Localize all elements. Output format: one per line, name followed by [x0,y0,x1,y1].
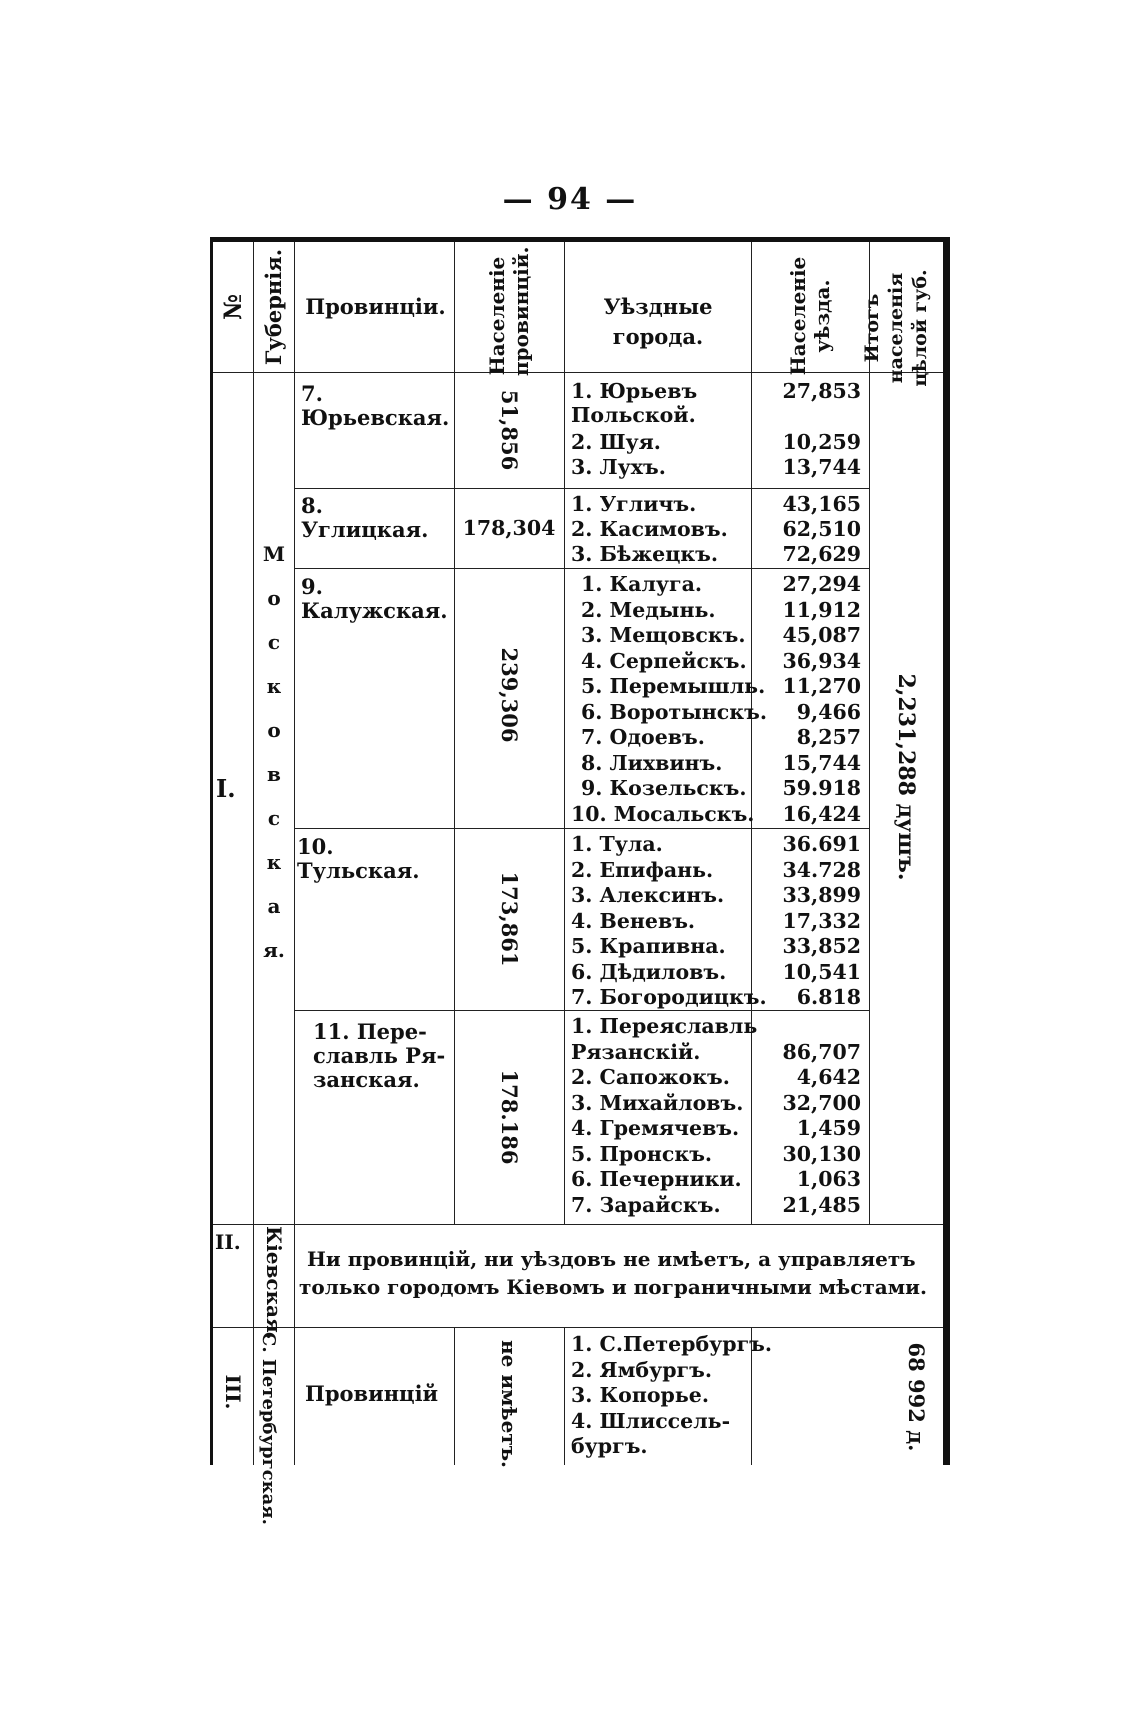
town-row: 2. Сапожокъ. [571,1065,730,1089]
town-row: 4. Веневъ. [571,908,696,933]
section-I-total: 2,231,288 душъ. [893,673,919,881]
province-9-name: 9. Калужская. [301,574,448,623]
province-11-name: 11. Пере- славль Ря- занская. [313,1019,446,1092]
section-II-gubernia: Кіевская. [262,1226,286,1340]
town-row: 7. Одоевъ. [581,725,705,749]
town-population: 36.691 [782,832,861,856]
town-population: 11,270 [782,674,861,698]
col-line-4 [564,242,565,1224]
row-line-9 [294,568,869,569]
section-III-province: Провинцій [305,1381,439,1406]
town-row: 3. Лухъ. [571,455,666,479]
province-10-name: 10. Тульская. [297,834,420,883]
town-population: 16,424 [782,801,861,826]
town-row: 9. Козельскъ. [581,776,747,800]
section-III-prov-population: не имѣетъ. [497,1340,521,1469]
town-population: 43,165 [782,492,861,516]
town-population: 1,063 [796,1167,861,1191]
town-population: 33,899 [782,883,861,907]
town-row: 2. Епифань. [571,857,714,882]
town-population: 21,485 [782,1192,861,1217]
col-line-4b [564,1327,565,1465]
town-population: 27,853 [782,379,861,403]
town-population: 34.728 [782,857,861,882]
province-9-population: 239,306 [497,647,522,743]
province-8-population: 178,304 [462,516,556,540]
town-row: 3. Бѣжецкъ. [571,542,719,566]
page-number: — 94 — [502,182,638,217]
town-row: 1. С.Петербургъ. [571,1332,773,1356]
col-line-3b [454,1327,455,1465]
row-line-8 [294,488,869,489]
header-num: № [218,293,247,321]
town-row: 2. Ямбургъ. [571,1357,712,1382]
town-row: 1. Калуга. [581,572,703,596]
town-population: 17,332 [782,908,861,933]
province-7-name: 7. Юрьевская. [301,381,450,430]
town-row: 10. Мосальскъ. [571,801,755,826]
town-population: 62,510 [782,517,861,541]
town-row: 7. Богородицкъ. [571,985,767,1009]
town-population: 8,257 [796,725,861,749]
town-row: бургъ. [571,1434,648,1458]
town-population: 4,642 [796,1065,861,1089]
gubernia-moskovskaya: М о с к о в с к а я. [262,542,286,962]
town-row: 7. Зарайскъ. [571,1192,721,1217]
col-line-2 [294,242,295,1465]
town-row: 1. Тула. [571,832,663,856]
town-row: 1. Угличъ. [571,492,697,516]
section-III-total: 68 992 д. [904,1342,929,1452]
header-uezd-population: Населеніе уѣзда. [786,256,834,376]
town-row: 5. Крапивна. [571,934,726,958]
town-population: 15,744 [782,750,861,775]
header-uezd-towns: Уѣздные города. [603,294,713,349]
town-population: 11,912 [782,597,861,622]
town-population: 27,294 [782,572,861,596]
header-gubernia: Губернія. [261,248,286,366]
town-row: 3. Мещовскъ. [581,623,746,647]
town-population: 59.918 [782,776,861,800]
town-population: 10,541 [782,959,861,984]
town-population: 36,934 [782,648,861,673]
town-row: 6. Дѣдиловъ. [571,959,727,984]
section-I-num: I. [216,774,236,803]
town-population: 9,466 [796,699,861,724]
town-row: 1. Переяславль Рязанскій. [571,1014,758,1064]
section-line-II [213,1224,943,1225]
section-III-gubernia: С. Петербургская. [258,1332,279,1525]
town-population: 30,130 [782,1141,861,1166]
section-III-num: III. [221,1374,245,1410]
row-line-10 [294,828,869,829]
town-row: 4. Шлиссель- [571,1408,731,1433]
town-row: 2. Касимовъ. [571,517,728,541]
town-population: 45,087 [782,623,861,647]
section-II-note: Ни провинцій, ни уѣздовъ не имѣетъ, а управляетъ только городомъ Кіевомъ и пограничными мѣстами. [299,1247,927,1299]
province-8-name: 8. Углицкая. [301,493,429,542]
province-10-population: 173,861 [497,871,522,967]
town-row: 1. Юрьевъ Польской. [571,379,698,427]
town-population: 86,707 [782,1039,861,1064]
header-provincii: Провинціи. [305,294,446,319]
town-row: 3. Алексинъ. [571,883,725,907]
col-line-3 [454,242,455,1224]
town-row: 3. Михайловъ. [571,1090,744,1115]
col-line-5 [751,242,752,1224]
town-row: 2. Медынь. [581,597,716,622]
town-population: 72,629 [782,542,861,566]
town-population: 33,852 [782,934,861,958]
town-population: 10,259 [782,430,861,454]
header-total: Итогъ населенія цѣлой губ. [861,269,931,387]
col-line-1 [253,242,254,1465]
town-row: 4. Серпейскъ. [581,648,747,673]
town-row: 6. Воротынскъ. [581,699,767,724]
town-row: 5. Перемышль. [581,674,766,698]
town-population: 32,700 [782,1090,861,1115]
col-line-6 [869,242,870,1224]
town-row: 8. Лихвинъ. [581,750,723,775]
town-row: 2. Шуя. [571,430,661,454]
town-row: 4. Гремячевъ. [571,1116,740,1140]
section-II-num: II. [215,1230,241,1254]
town-population: 6.818 [796,985,861,1009]
town-population: 13,744 [782,455,861,479]
town-row: 6. Печерники. [571,1167,742,1191]
section-line-III [213,1327,943,1328]
province-11-population: 178.186 [497,1069,522,1165]
town-row: 5. Пронскъ. [571,1141,713,1166]
town-row: 3. Копорье. [571,1383,709,1407]
population-table [210,237,950,1525]
town-population: 1,459 [796,1116,861,1140]
province-7-population: 51,856 [497,389,522,471]
header-prov-population: Населеніе провинцій. [485,246,533,376]
